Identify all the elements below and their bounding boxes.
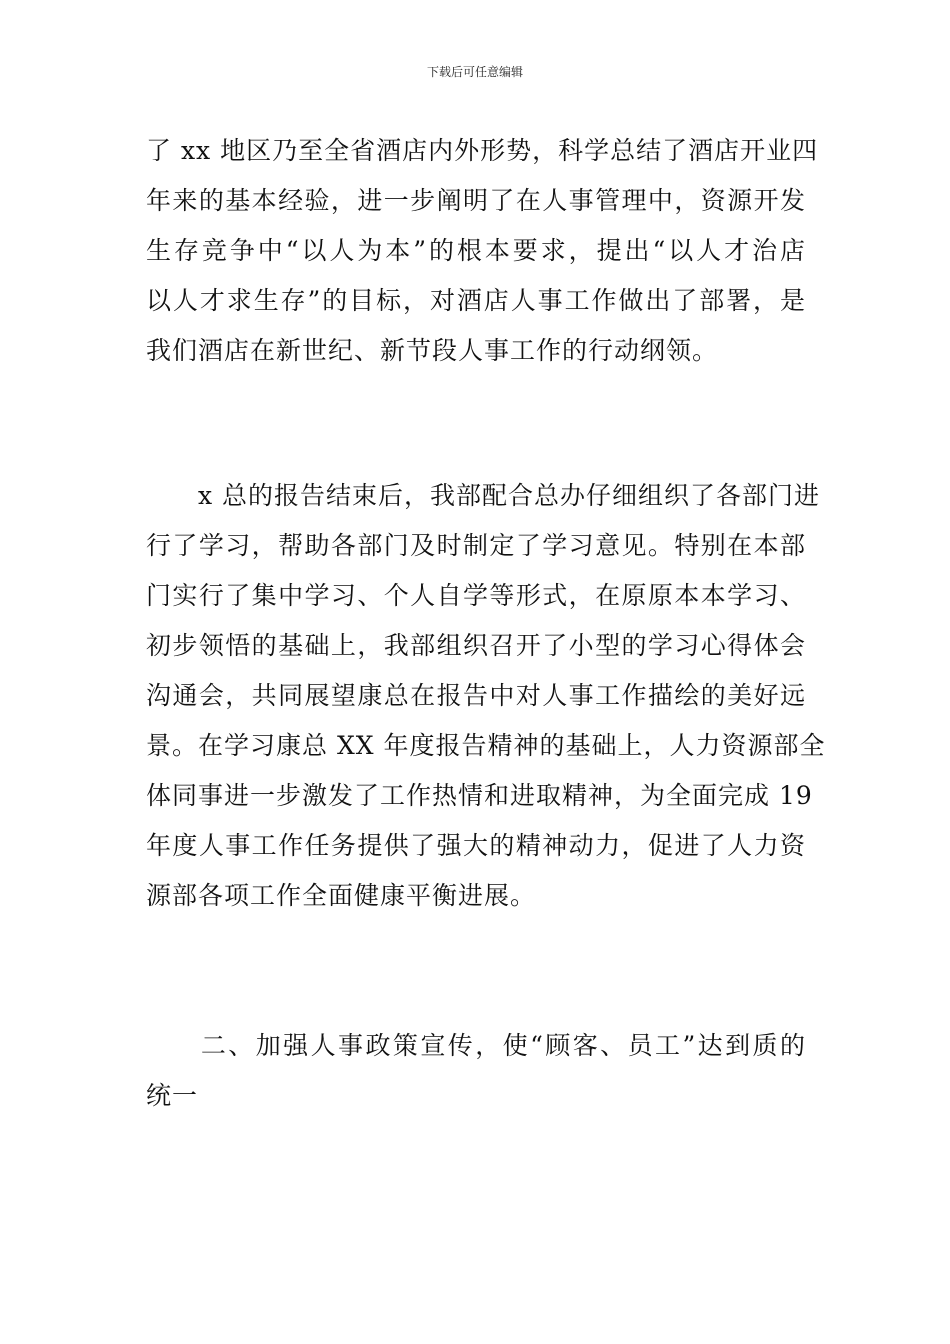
heading-line: 二、加强人事政策宣传，使“顾客、员工”达到质的 bbox=[146, 1031, 806, 1060]
paragraph-line: 我们酒店在新世纪、新节段人事工作的行动纲领。 bbox=[146, 336, 719, 365]
paragraph-line: 了 xx 地区乃至全省酒店内外形势，科学总结了酒店开业四 bbox=[146, 136, 819, 165]
paragraph-line: 生存竞争中“以人为本”的根本要求，提出“以人才治店 bbox=[146, 236, 806, 265]
paragraph-line: 景。在学习康总 XX 年度报告精神的基础上，人力资源部全 bbox=[146, 731, 826, 760]
paragraph-1 bbox=[146, 126, 819, 376]
paragraph-2 bbox=[146, 471, 826, 921]
paragraph-line: 门实行了集中学习、个人自学等形式，在原原本本学习、 bbox=[146, 581, 806, 610]
paragraph-line: x 总的报告结束后，我部配合总办仔细组织了各部门进 bbox=[146, 481, 821, 510]
paragraph-line: 初步领悟的基础上，我部组织召开了小型的学习心得体会 bbox=[146, 631, 806, 660]
paragraph-line: 体同事进一步激发了工作热情和进取精神，为全面完成 19 bbox=[146, 781, 813, 810]
section-heading bbox=[146, 1021, 806, 1121]
paragraph-line: 源部各项工作全面健康平衡进展。 bbox=[146, 881, 537, 910]
paragraph-line: 行了学习，帮助各部门及时制定了学习意见。特别在本部 bbox=[146, 531, 806, 560]
page-header: 下载后可任意编辑 bbox=[426, 65, 523, 79]
paragraph-line: 以人才求生存”的目标，对酒店人事工作做出了部署，是 bbox=[146, 286, 806, 315]
paragraph-line: 沟通会，共同展望康总在报告中对人事工作描绘的美好远 bbox=[146, 681, 806, 710]
heading-line: 统一 bbox=[146, 1081, 199, 1110]
paragraph-line: 年来的基本经验，进一步阐明了在人事管理中，资源开发 bbox=[146, 186, 806, 215]
paragraph-line: 年度人事工作任务提供了强大的精神动力，促进了人力资 bbox=[146, 831, 806, 860]
